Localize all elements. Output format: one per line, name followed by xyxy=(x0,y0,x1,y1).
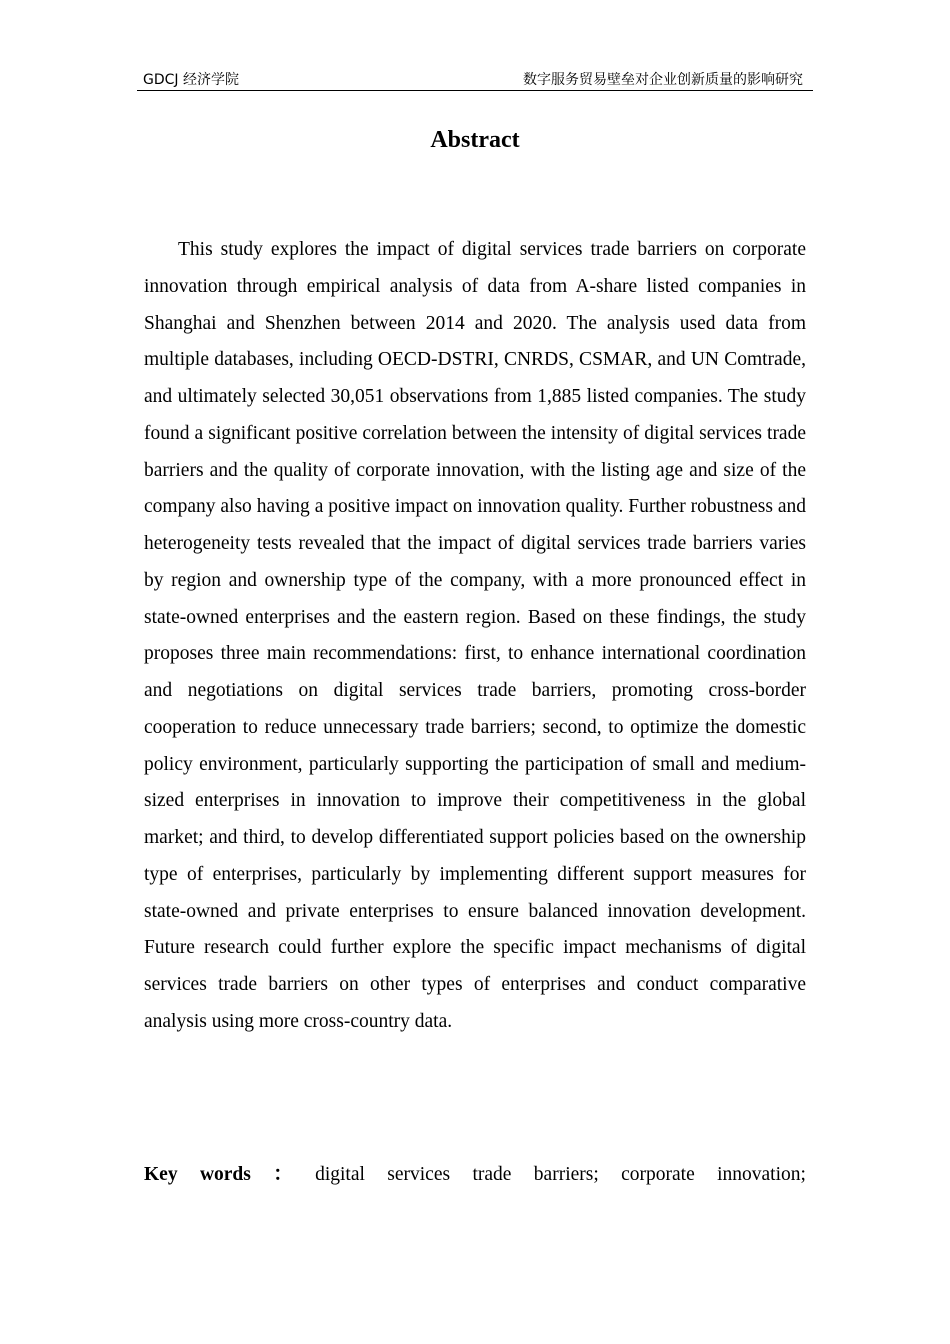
keywords-label-words: words xyxy=(199,1164,251,1185)
abstract-body: This study explores the impact of digital services trade barriers on corporate innovation through empirical analysis of data from A-share listed companies in Shanghai and Shenzhen between 2014 and 2020. The analysis used data from multiple databases, including OECD-DSTRI, CNRDS, CSMAR, and UN Comtrade, and ultimately selected 30,051 observations from 1,885 listed companies. The study found a significant positive correlation between the intensity of digital services trade barriers and the quality of corporate innovation, with the listing age and size of the company also having a positive impact on innovation quality. Further robustness and heterogeneity tests revealed that the impact of digital services trade barriers varies by region and ownership type of the company, with a more pronounced effect in state-owned enterprises and the eastern region. Based on these findings, the study proposes three main recommendations: first, to enhance international coordination and negotiations on digital services trade barriers, promoting cross-border cooperation to reduce unnecessary trade barriers; second, to optimize the domestic policy environment, particularly supporting the participation of small and medium-sized enterprises in innovation to improve their competitiveness in the global market; and third, to develop differentiated support policies based on the ownership type of enterprises, particularly by implementing different support measures for state-owned and private enterprises to ensure balanced innovation development. Future research could further explore the specific impact mechanisms of digital services trade barriers on other types of enterprises and conduct comparative analysis using more cross-country data. xyxy=(144,239,806,1032)
page-header xyxy=(137,70,813,91)
keyword-word: barriers; xyxy=(533,1164,599,1185)
keywords-separator: ： xyxy=(273,1164,293,1185)
keyword-word: digital xyxy=(315,1164,365,1185)
keyword-word: trade xyxy=(472,1164,512,1185)
header-thesis-title: 数字服务贸易壁垒对企业创新质量的影响研究 xyxy=(523,72,803,88)
keywords-line xyxy=(144,1157,806,1194)
keyword-word: innovation; xyxy=(717,1164,806,1185)
page-title: Abstract xyxy=(430,127,520,153)
keyword-word: corporate xyxy=(621,1164,695,1185)
keywords-label-key: Key xyxy=(144,1164,178,1185)
keyword-word: services xyxy=(387,1164,451,1185)
header-school: GDCJ 经济学院 xyxy=(143,72,239,88)
